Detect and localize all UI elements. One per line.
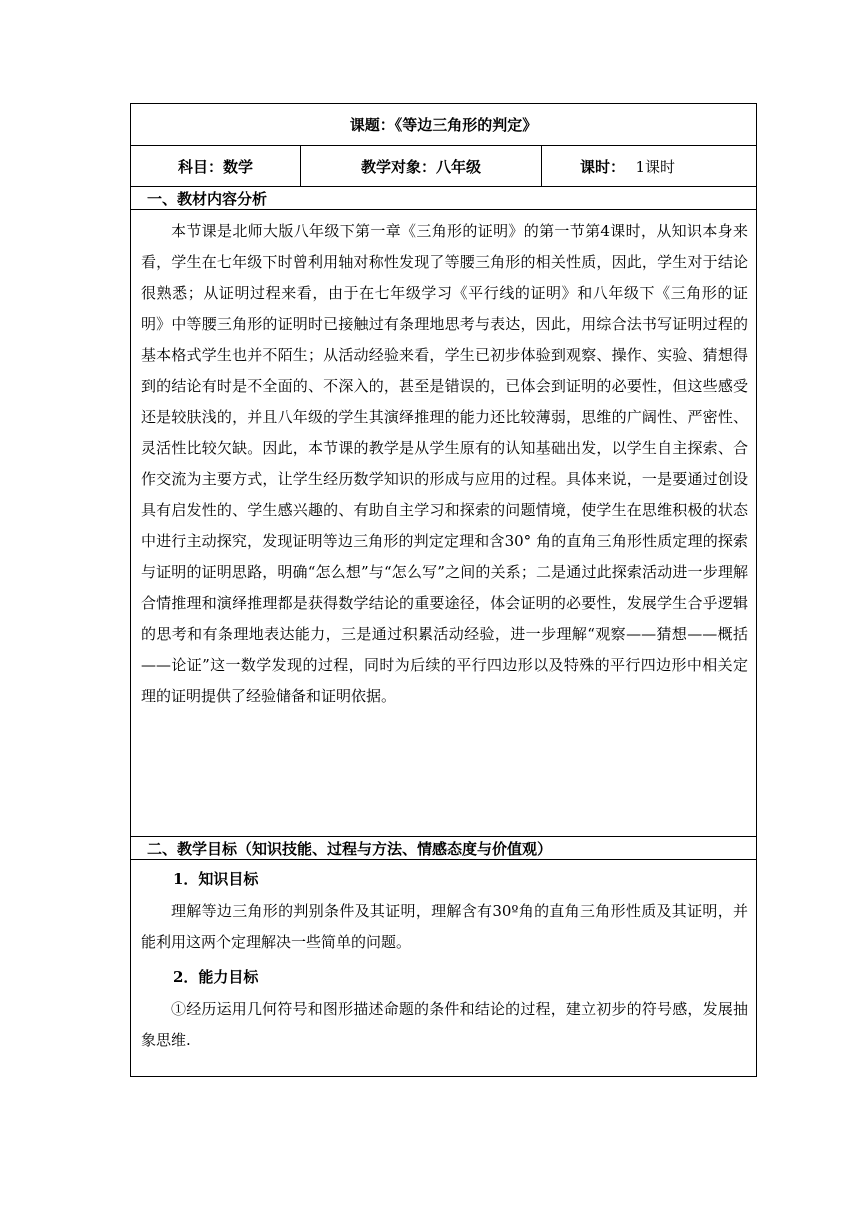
section2-body-row <box>131 860 757 1077</box>
section1-heading-row <box>131 187 757 210</box>
subject-cell <box>131 146 301 187</box>
knowledge-goal-heading: 1．知识目标 <box>173 870 259 888</box>
section2-heading-row <box>131 837 757 860</box>
knowledge-goal-text: 理解等边三角形的判别条件及其证明，理解含有30º角的直角三角形性质及其证明，并能利用这两个定理解决一些简单的问题。 <box>141 902 749 951</box>
section2-body <box>131 860 757 1077</box>
hours-cell <box>542 146 757 187</box>
subject-value: 数学 <box>223 157 254 176</box>
audience-value: 八年级 <box>436 157 482 176</box>
audience-cell <box>301 146 542 187</box>
section1-body <box>131 210 757 837</box>
subject-label: 科目： <box>177 157 223 176</box>
title-row <box>131 104 757 146</box>
lesson-title: 课题：《等边三角形的判定》 <box>131 104 757 146</box>
audience-label: 教学对象： <box>360 157 436 176</box>
meta-row <box>131 146 757 187</box>
section2-heading: 二、教学目标（知识技能、过程与方法、情感态度与价值观） <box>131 837 757 860</box>
hours-label: 课时： <box>580 157 626 176</box>
ability-goal-heading: 2．能力目标 <box>173 968 259 986</box>
section1-paragraph: 本节课是北师大版八年级下第一章《三角形的证明》的第一节第4课时，从知识本身来看，学生在七年级下时曾利用轴对称性发现了等腰三角形的相关性质，因此，学生对于结论很熟悉；从证明过程来看，由于在七年级学习《平行线的证明》和八年级下《三角形的证明》中等腰三角形的证明时已接触过有条理地思考与表达，因此，用综合法书写证明过程的基本格式学生也并不陌生；从活动经验来看，学生已初步体验到观察、操作、实验、猜想得到的结论有时是不全面的、不深入的，甚至是错误的，已体会到证明的必要性，但这些感受还是较肤浅的，并且八年级的学生其演绎推理的能力还比较薄弱，思维的广阔性、严密性、灵活性比较欠缺。因此，本节课的教学是从学生原有的认知基础出发，以学生自主探索、合作交流为主要方式，让学生经历数学知识的形成与应用的过程。具体来说，一是要通过创设具有启发性的、学生感兴趣的、有助自主学习和探索的问题情境，使学生在思维积极的状态中进行主动探究，发现证明等边三角形的判定定理和含30° 角的直角三角形性质定理的探索与证明的证明思路，明确“怎么想”与“怎么写”之间的关系；二是通过此探索活动进一步理解合情推理和演绎推理都是获得数学结论的重要途径，体会证明的必要性，发展学生合乎逻辑的思考和有条理地表达能力，三是通过积累活动经验，进一步理解“观察——猜想——概括——论证”这一数学发现的过程，同时为后续的平行四边形以及特殊的平行四边形中相关定理的证明提供了经验储备和证明依据。 <box>141 222 749 705</box>
ability-goal-text: ①经历运用几何符号和图形描述命题的条件和结论的过程，建立初步的符号感，发展抽象思维. <box>141 1000 749 1049</box>
section1-heading: 一、教材内容分析 <box>131 187 757 210</box>
hours-value: 1课时 <box>635 157 676 176</box>
section1-body-row <box>131 210 757 837</box>
lesson-plan-table <box>130 103 757 1077</box>
